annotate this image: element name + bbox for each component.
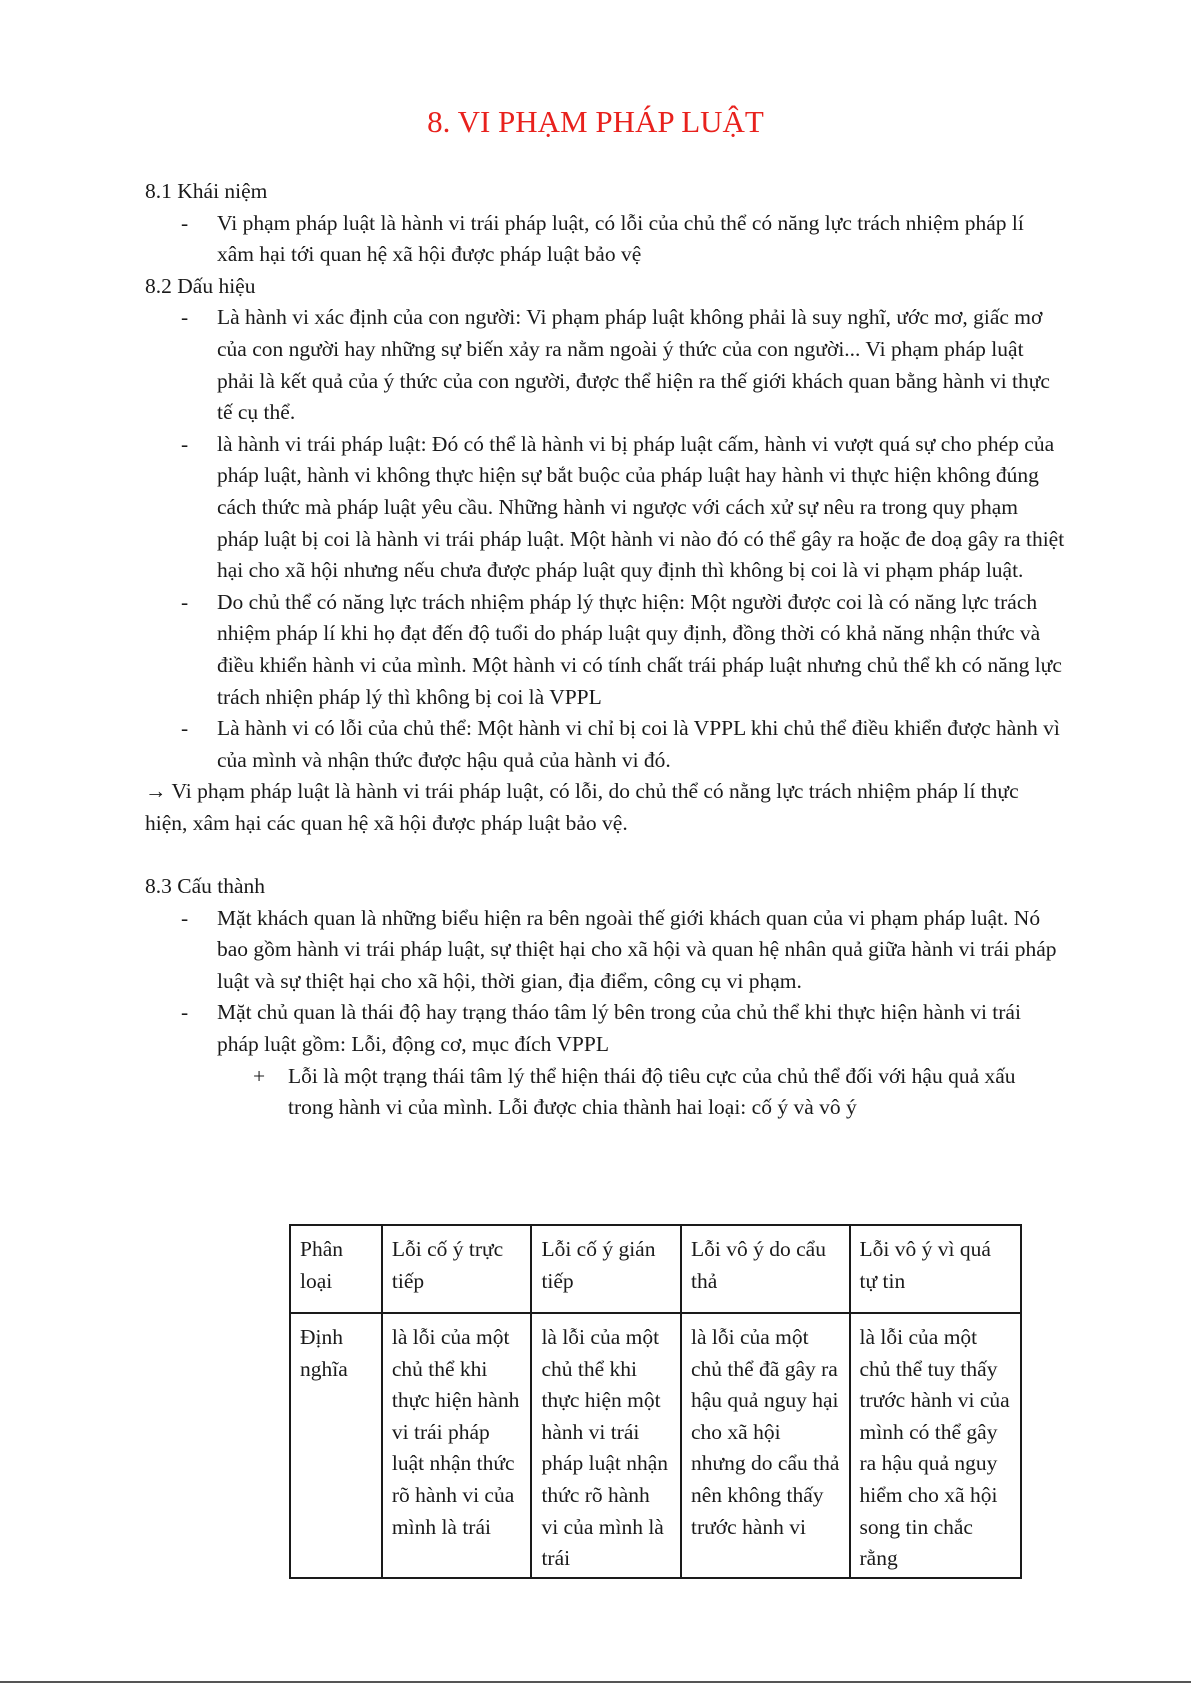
list-item: - là hành vi trái pháp luật: Đó có thể là hành vi bị pháp luật cấm, hành vi vượt quá sự cho phép của pháp luật, hành vi không thực hiện sự bắt buộc của pháp luật hay hành vi thực hiện không đúng cách thức mà pháp luật yêu cầu. Những hành vi ngược với cách xử sự nêu ra trong quy phạm pháp luật bị coi là hành vi trái pháp luật. Một hành vi nào đó có thể gây ra hoặc đe doạ gây ra thiệt hại cho xã hội nhưng nếu chưa được pháp luật quy định thì không bị coi là vi phạm pháp luật.: [145, 429, 1065, 587]
table-cell: là lỗi của một chủ thể tuy thấy trước hành vi của mình có thể gây ra hậu quả nguy hiểm cho xã hội song tin chắc rằng: [850, 1313, 1021, 1578]
list-item: - Là hành vi có lỗi của chủ thể: Một hành vi chỉ bị coi là VPPL khi chủ thể điều khiển được hành vì của mình và nhận thức được hậu quả của hành vi đó.: [145, 713, 1065, 776]
sublist-item: + Lỗi là một trạng thái tâm lý thể hiện thái độ tiêu cực của chủ thể đối với hậu quả xấu trong hành vi của mình. Lỗi được chia thành hai loại: cố ý và vô ý: [145, 1061, 1065, 1124]
section-heading-signs: 8.2 Dấu hiệu: [145, 273, 256, 298]
signs-conclusion: → Vi phạm pháp luật là hành vi trái pháp luật, có lỗi, do chủ thể có nằng lực trách nhiệm pháp lí thực hiện, xâm hại các quan hệ xã hội được pháp luật bảo vệ.: [145, 779, 1019, 835]
list-item: - Mặt chủ quan là thái độ hay trạng tháo tâm lý bên trong của chủ thể khi thực hiện hành vi trái pháp luật gồm: Lỗi, động cơ, mục đích VPPL: [145, 997, 1065, 1060]
table-header-cell: Lỗi vô ý vì quá tự tin: [850, 1225, 1021, 1313]
section-heading-concept: 8.1 Khái niệm: [145, 179, 268, 203]
concept-list: [145, 208, 1065, 271]
document-body: [145, 176, 1065, 1124]
table-cell: là lỗi của một chủ thể khi thực hiện một hành vi trái pháp luật nhận thức rõ hành vi của mình là trái: [531, 1313, 681, 1578]
page-bottom-divider: [0, 1681, 1191, 1683]
table-header-cell: Phân loại: [290, 1225, 382, 1313]
table-row: [290, 1313, 1021, 1578]
section-heading-structure: 8.3 Cấu thành: [145, 874, 266, 899]
blank-line: [145, 839, 1065, 871]
structure-sublist: [145, 1061, 1065, 1124]
list-item: - Là hành vi xác định của con người: Vi phạm pháp luật không phải là suy nghĩ, ước mơ, giấc mơ của con người hay những sự biến xảy ra nằm ngoài ý thức của con người... Vi phạm pháp luật phải là kết quả của ý thức của con người, được thể hiện ra thế giới khách quan bằng hành vi thực tế cụ thể.: [145, 302, 1065, 428]
list-item: - Vi phạm pháp luật là hành vi trái pháp luật, có lỗi của chủ thể có năng lực trách nhiệm pháp lí xâm hại tới quan hệ xã hội được pháp luật bảo vệ: [145, 208, 1065, 271]
error-types-table: [289, 1224, 1022, 1579]
list-item: - Do chủ thể có năng lực trách nhiệm pháp lý thực hiện: Một người được coi là có năng lực trách nhiệm pháp lí khi họ đạt đến độ tuổi do pháp luật quy định, đồng thời có khả năng nhận thức và điều khiển hành vi của mình. Một hành vi có tính chất trái pháp luật nhưng chủ thể kh có năng lực trách nhiện pháp lý thì không bị coi là VPPL: [145, 587, 1065, 713]
signs-list: [145, 302, 1065, 776]
table-header-row: [290, 1225, 1021, 1313]
table-header-cell: Lỗi cố ý gián tiếp: [531, 1225, 681, 1313]
page-title: 8. VI PHẠM PHÁP LUẬT: [427, 104, 764, 139]
table-header-cell: Lỗi cố ý trực tiếp: [382, 1225, 532, 1313]
table-cell: Định nghĩa: [290, 1313, 382, 1578]
structure-list: [145, 903, 1065, 1061]
table-header-cell: Lỗi vô ý do cẩu thả: [681, 1225, 850, 1313]
list-item: - Mặt khách quan là những biểu hiện ra bên ngoài thế giới khách quan của vi phạm pháp luật. Nó bao gồm hành vi trái pháp luật, sự thiệt hại cho xã hội và quan hệ nhân quả giữa hành vi trái pháp luật và sự thiệt hại cho xã hội, thời gian, địa điểm, công cụ vi phạm.: [145, 903, 1065, 998]
table-cell: là lỗi của một chủ thể đã gây ra hậu quả nguy hại cho xã hội nhưng do cẩu thả nên không thấy trước hành vi: [681, 1313, 850, 1578]
table-cell: là lỗi của một chủ thể khi thực hiện hành vi trái pháp luật nhận thức rõ hành vi của mình là trái: [382, 1313, 532, 1578]
